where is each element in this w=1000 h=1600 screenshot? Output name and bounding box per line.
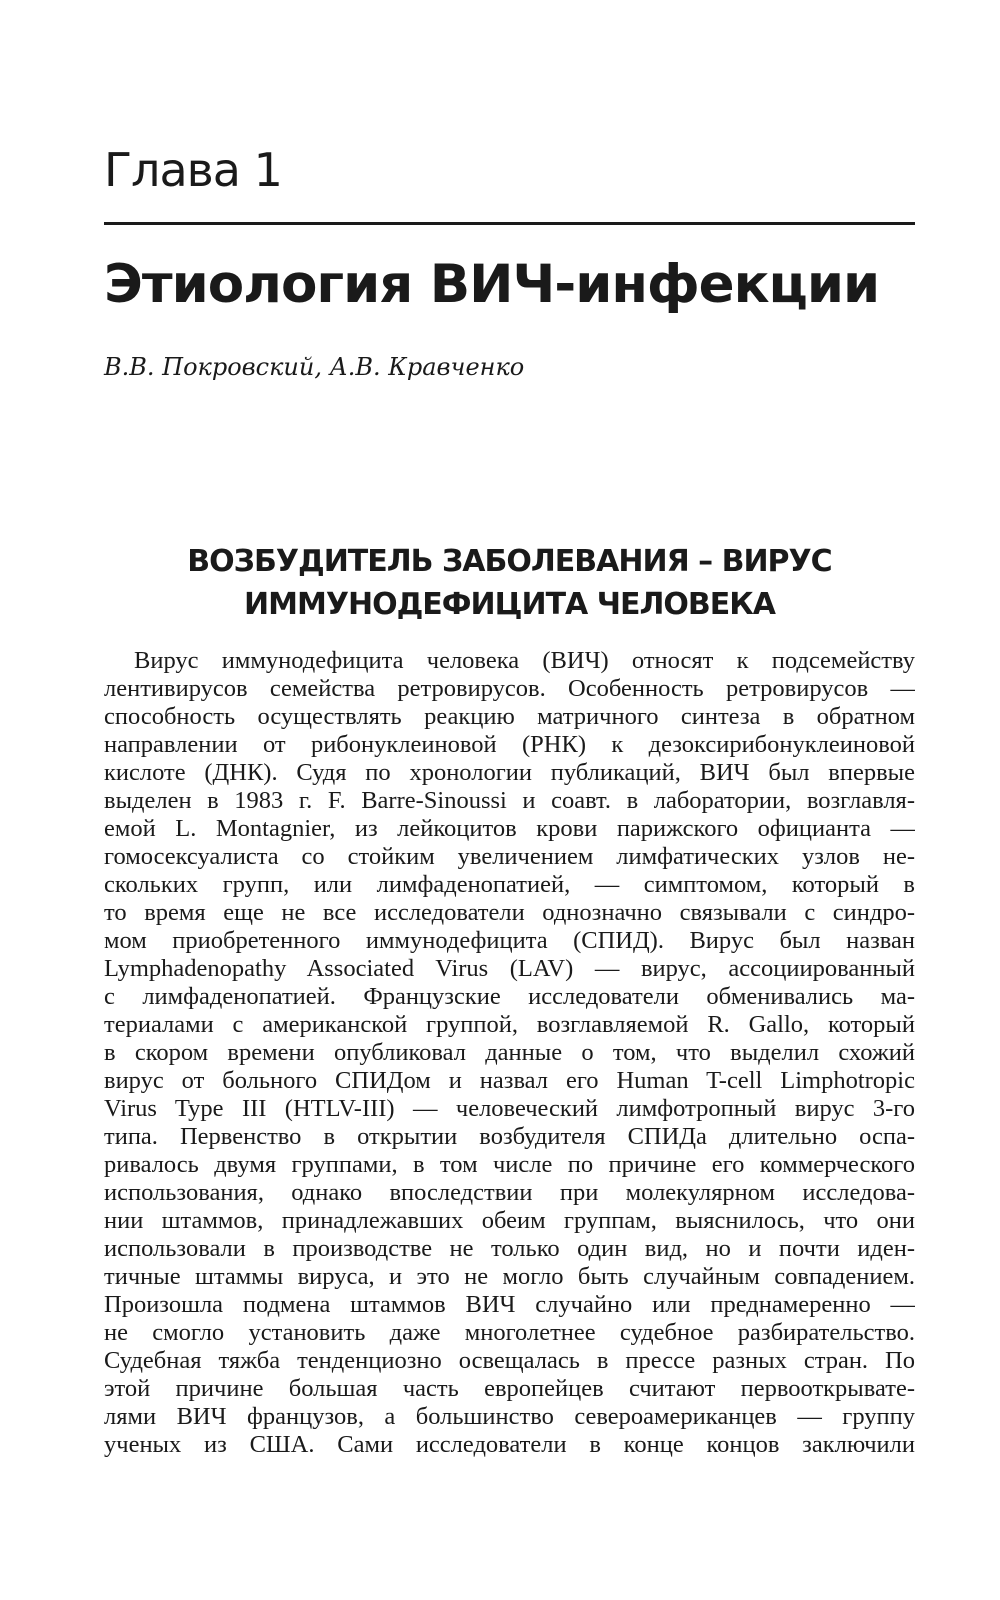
text-line: способность осуществлять реакцию матричного синтеза в обратном bbox=[104, 703, 915, 730]
text-line: с лимфаденопатией. Французские исследователи обменивались ма- bbox=[104, 983, 915, 1010]
text-line: мом приобретенного иммунодефицита (СПИД). Вирус был назван bbox=[104, 927, 915, 954]
text-line: лями ВИЧ французов, а большинство североамериканцев — группу bbox=[104, 1403, 915, 1430]
text-line: Судебная тяжба тенденциозно освещалась в прессе разных стран. По bbox=[104, 1347, 915, 1374]
text-line: териалами с американской группой, возглавляемой R. Gallo, который bbox=[104, 1011, 915, 1038]
chapter-title: Этиология ВИЧ-инфекции bbox=[104, 254, 880, 315]
text-line: то время еще не все исследователи однозначно связывали с синдро- bbox=[104, 899, 915, 926]
text-line: ученых из США. Сами исследователи в конце концов заключили bbox=[104, 1431, 915, 1458]
book-page bbox=[104, 0, 915, 1600]
section-heading-line: ИММУНОДЕФИЦИТА ЧЕЛОВЕКА bbox=[244, 587, 775, 622]
text-line: лентивирусов семейства ретровирусов. Особенность ретровирусов — bbox=[104, 675, 915, 702]
chapter-label: Глава 1 bbox=[104, 143, 282, 197]
text-line: скольких групп, или лимфаденопатией, — симптомом, который в bbox=[104, 871, 915, 898]
text-line: вирус от больного СПИДом и назвал его Human T-cell Limphotropic bbox=[104, 1067, 915, 1094]
text-line: использования, однако впоследствии при молекулярном исследова- bbox=[104, 1179, 915, 1206]
text-line: гомосексуалиста со стойким увеличением лимфатических узлов не- bbox=[104, 843, 915, 870]
body-paragraph bbox=[104, 647, 915, 1459]
chapter-divider bbox=[104, 222, 915, 225]
chapter-authors: В.В. Покровский, А.В. Кравченко bbox=[104, 353, 525, 381]
text-line: нии штаммов, принадлежавших обеим группам, выяснилось, что они bbox=[104, 1207, 915, 1234]
text-line: направлении от рибонуклеиновой (РНК) к дезоксирибонуклеиновой bbox=[104, 731, 915, 758]
text-line: тичные штаммы вируса, и это не могло быть случайным совпадением. bbox=[104, 1263, 915, 1290]
text-line: кислоте (ДНК). Судя по хронологии публикаций, ВИЧ был впервые bbox=[104, 759, 915, 786]
text-line: емой L. Montagnier, из лейкоцитов крови парижского официанта — bbox=[104, 815, 915, 842]
text-line: использовали в производстве не только один вид, но и почти иден- bbox=[104, 1235, 915, 1262]
text-line: выделен в 1983 г. F. Barre-Sinoussi и соавт. в лаборатории, возглавля- bbox=[104, 787, 915, 814]
section-heading bbox=[104, 540, 915, 626]
text-line: этой причине большая часть европейцев считают первооткрывате- bbox=[104, 1375, 915, 1402]
text-line: типа. Первенство в открытии возбудителя СПИДа длительно оспа- bbox=[104, 1123, 915, 1150]
text-line: Virus Type III (HTLV-III) — человеческий лимфотропный вирус 3-го bbox=[104, 1095, 915, 1122]
text-line: не смогло установить даже многолетнее судебное разбирательство. bbox=[104, 1319, 915, 1346]
text-line: Lymphadenopathy Associated Virus (LAV) — вирус, ассоциированный bbox=[104, 955, 915, 982]
text-line: Вирус иммунодефицита человека (ВИЧ) относят к подсемейству bbox=[134, 647, 915, 674]
text-line: в скором времени опубликовал данные о том, что выделил схожий bbox=[104, 1039, 915, 1066]
section-heading-line: ВОЗБУДИТЕЛЬ ЗАБОЛЕВАНИЯ – ВИРУС bbox=[187, 544, 832, 579]
text-line: ривалось двумя группами, в том числе по причине его коммерческого bbox=[104, 1151, 915, 1178]
text-line: Произошла подмена штаммов ВИЧ случайно или преднамеренно — bbox=[104, 1291, 915, 1318]
